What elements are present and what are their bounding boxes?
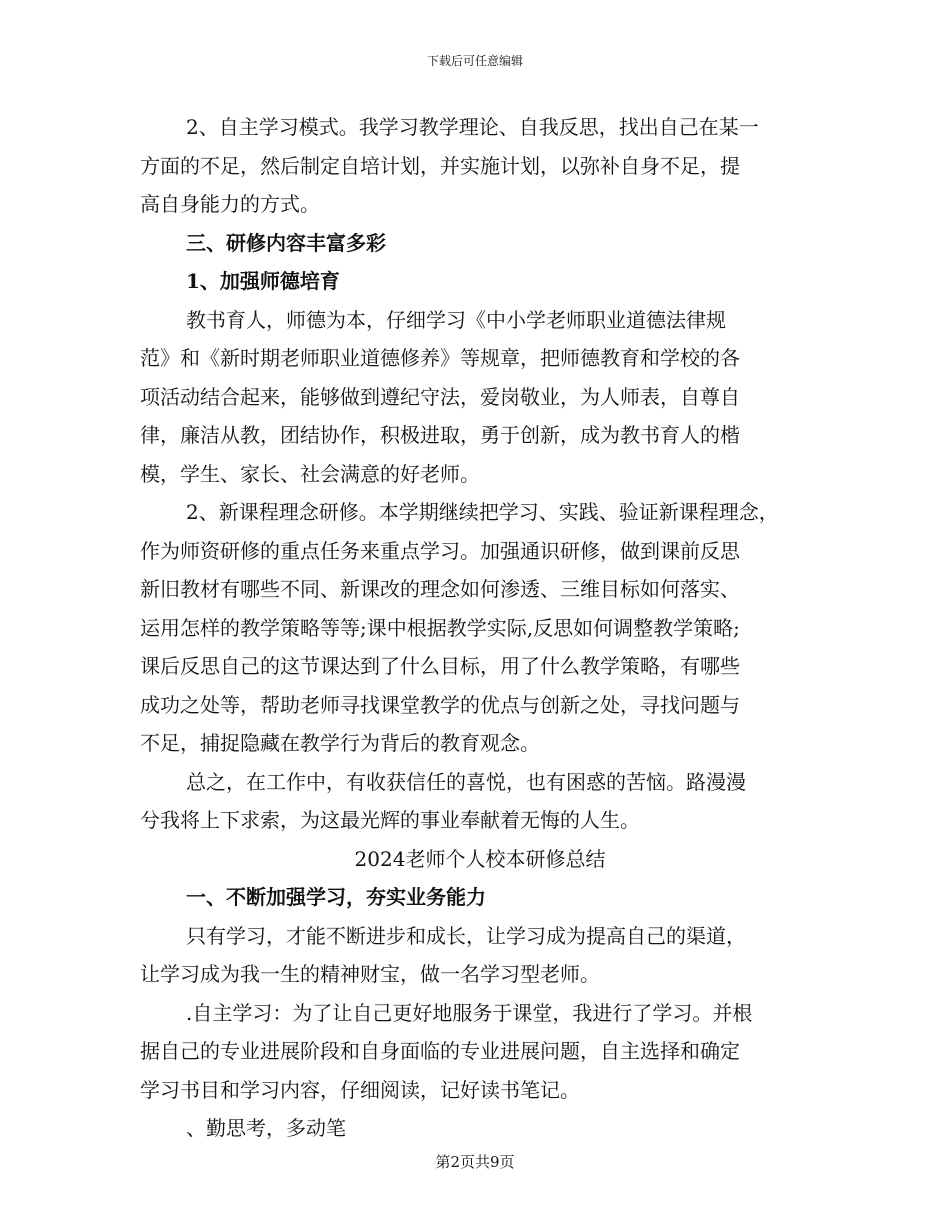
text-line: 运用怎样的教学策略等等;课中根据教学实际,反思如何调整教学策略; (140, 615, 740, 640)
text-line: 据自己的专业进展阶段和自身面临的专业进展问题，自主选择和确定 (140, 1039, 740, 1063)
text-line: 2、自主学习模式。我学习教学理论、自我反思，找出自己在某一 (186, 115, 759, 139)
text-line: 成功之处等，帮助老师寻找课堂教学的优点与创新之处，寻找问题与 (140, 692, 740, 717)
text-line: 作为师资研修的重点任务来重点学习。加强通识研修，做到课前反思 (140, 538, 740, 563)
document-title: 2024老师个人校本研修总结 (354, 846, 606, 871)
text-line: .自主学习：为了让自己更好地服务于课堂，我进行了学习。并根 (186, 1000, 753, 1025)
paragraph-think-write: 、勤思考，多动笔 (186, 1116, 346, 1140)
paragraph-ethics (140, 301, 820, 494)
page-footer: 第2页共9页 (435, 1153, 515, 1171)
text-line: 模，学生、家长、社会满意的好老师。 (140, 461, 480, 486)
text-line: 让学习成为我一生的精神财宝，做一名学习型老师。 (140, 962, 600, 986)
text-line: 只有学习，才能不断进步和成长，让学习成为提高自己的渠道， (186, 923, 746, 948)
document-body (140, 108, 820, 1148)
text-line: 教书育人，师德为本，仔细学习《中小学老师职业道德法律规 (186, 307, 726, 332)
text-line: 方面的不足，然后制定自培计划，并实施计划，以弥补自身不足，提 (140, 153, 740, 178)
paragraph-self-study-mode (140, 108, 820, 224)
text-line: 学习书目和学习内容，仔细阅读，记好读书笔记。 (140, 1077, 580, 1102)
page-header: 下载后可任意编辑 (426, 54, 523, 68)
text-line: 新旧教材有哪些不同、新课改的理念如何渗透、三维目标如何落实、 (140, 577, 740, 601)
text-line: 不足，捕捉隐藏在教学行为背后的教育观念。 (140, 731, 540, 755)
text-line: 兮我将上下求索，为这最光辉的事业奉献着无悔的人生。 (140, 808, 640, 832)
text-line: 范》和《新时期老师职业道德修养》等规章，把师德教育和学校的各 (140, 346, 740, 370)
text-line: 课后反思自己的这节课达到了什么目标，用了什么教学策略，有哪些 (140, 654, 740, 678)
paragraph-independent-study (140, 994, 820, 1110)
paragraph-summary (140, 763, 820, 840)
text-line: 2、新课程理念研修。本学期继续把学习、实践、验证新课程理念， (186, 500, 779, 524)
text-line: 律，廉洁从教，团结协作，积极进取，勇于创新，成为教书育人的楷 (140, 423, 740, 447)
paragraph-new-curriculum (140, 493, 820, 763)
text-line: 总之，在工作中，有收获信任的喜悦，也有困惑的苦恼。路漫漫 (186, 769, 746, 794)
text-line: 高自身能力的方式。 (140, 192, 320, 216)
subheading-ethics: 1、加强师德培育 (186, 269, 340, 293)
section-heading-three: 三、研修内容丰富多彩 (186, 230, 386, 255)
section-heading-one: 一、不断加强学习，夯实业务能力 (186, 885, 486, 909)
paragraph-learning (140, 917, 820, 994)
text-line: 项活动结合起来，能够做到遵纪守法，爱岗敬业，为人师表，自尊自 (140, 384, 740, 409)
